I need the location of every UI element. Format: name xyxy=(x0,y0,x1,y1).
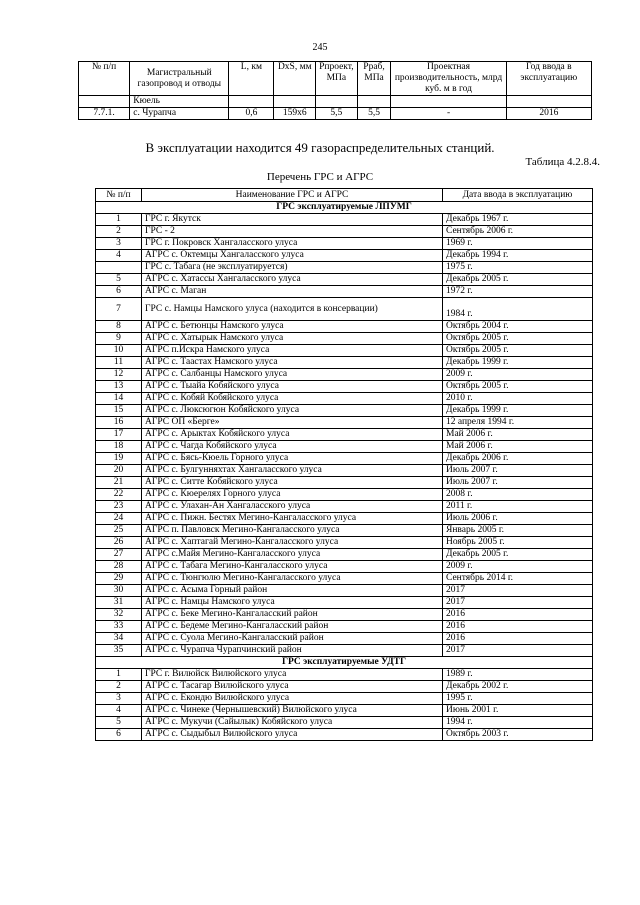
station-name: ГРС - 2 xyxy=(142,226,443,238)
station-name: АГРС с. Салбанцы Намского улуса xyxy=(142,369,443,381)
row-number: 2 xyxy=(96,681,142,693)
table-row xyxy=(96,321,593,333)
commission-date: Октябрь 2005 г. xyxy=(443,381,593,393)
commission-date: Октябрь 2005 г. xyxy=(443,333,593,345)
table-row xyxy=(96,609,593,621)
station-name: АГРС с. Сыдыбыл Вилюйского улуса xyxy=(142,729,443,741)
station-name: АГРС с. Бетюнцы Намского улуса xyxy=(142,321,443,333)
table-row xyxy=(96,226,593,238)
table-row xyxy=(96,453,593,465)
commission-date: Декабрь 2002 г. xyxy=(443,681,593,693)
cell: с. Чурапча xyxy=(130,108,229,120)
row-number: 23 xyxy=(96,501,142,513)
row-number: 4 xyxy=(96,250,142,262)
commission-date: Сентябрь 2014 г. xyxy=(443,573,593,585)
row-number: 11 xyxy=(96,357,142,369)
commission-date: Декабрь 1967 г. xyxy=(443,214,593,226)
table-row xyxy=(96,393,593,405)
cell: 7.7.1. xyxy=(79,108,130,120)
commission-date: 2017 xyxy=(443,645,593,657)
table-row xyxy=(96,525,593,537)
station-name: ГРС с. Намцы Намского улуса (находится в консервации) xyxy=(142,298,443,321)
station-name: АГРС с. Хатассы Хангаласского улуса xyxy=(142,274,443,286)
station-name: АГРС с. Люксюгюн Кобяйского улуса xyxy=(142,405,443,417)
station-name: АГРС с. Пижн. Бестях Мегино-Кангаласского улуса xyxy=(142,513,443,525)
row-number: 30 xyxy=(96,585,142,597)
table-row xyxy=(96,262,593,274)
table-row xyxy=(96,597,593,609)
station-name: АГРС с. Мукучи (Сайылык) Кобяйского улуса xyxy=(142,717,443,729)
table-row xyxy=(96,214,593,226)
station-name: АГРС с. Чагда Кобяйского улуса xyxy=(142,441,443,453)
row-number: 6 xyxy=(96,286,142,298)
row-number: 14 xyxy=(96,393,142,405)
commission-date: Декабрь 1999 г. xyxy=(443,357,593,369)
row-number: 27 xyxy=(96,549,142,561)
commission-date: Декабрь 1994 г. xyxy=(443,250,593,262)
row-number: 29 xyxy=(96,573,142,585)
station-name: АГРС с. Беке Мегино-Кангаласский район xyxy=(142,609,443,621)
commission-date: 2011 г. xyxy=(443,501,593,513)
table-row xyxy=(96,477,593,489)
station-name: АГРС с.Майя Мегино-Кангаласского улуса xyxy=(142,549,443,561)
table-row xyxy=(96,274,593,286)
row-number: 16 xyxy=(96,417,142,429)
section-title: ГРС эксплуатируемые УДТГ xyxy=(96,657,593,669)
table-row xyxy=(96,238,593,250)
commission-date: Январь 2005 г. xyxy=(443,525,593,537)
group-label: Кюель xyxy=(130,96,229,108)
row-number: 15 xyxy=(96,405,142,417)
commission-date: Май 2006 г. xyxy=(443,429,593,441)
page-number: 245 xyxy=(312,42,328,53)
row-number: 5 xyxy=(96,717,142,729)
section-row xyxy=(96,202,593,214)
commission-date: Декабрь 2006 г. xyxy=(443,453,593,465)
station-name: АГРС с. Табага Мегино-Кангаласского улуса xyxy=(142,561,443,573)
commission-date: 1994 г. xyxy=(443,717,593,729)
table-row xyxy=(79,96,592,108)
row-number: 3 xyxy=(96,693,142,705)
commission-date: Октябрь 2004 г. xyxy=(443,321,593,333)
table-row xyxy=(96,250,593,262)
table-number: Таблица 4.2.8.4. xyxy=(525,156,600,168)
commission-date: 2009 г. xyxy=(443,561,593,573)
row-number: 2 xyxy=(96,226,142,238)
commission-date: Октябрь 2005 г. xyxy=(443,345,593,357)
table-row xyxy=(96,429,593,441)
section-title: ГРС эксплуатируемые ЛПУМГ xyxy=(96,202,593,214)
commission-date: 1989 г. xyxy=(443,669,593,681)
commission-date: 1972 г. xyxy=(443,286,593,298)
table-row xyxy=(96,501,593,513)
row-number: 21 xyxy=(96,477,142,489)
table-row xyxy=(96,549,593,561)
grs-table-header xyxy=(96,189,593,202)
row-number: 5 xyxy=(96,274,142,286)
station-name: АГРС с. Асыма Горный район xyxy=(142,585,443,597)
row-number: 20 xyxy=(96,465,142,477)
station-name: АГРС с. Маган xyxy=(142,286,443,298)
table-caption: Перечень ГРС и АГРС xyxy=(266,171,374,183)
table-row xyxy=(96,345,593,357)
commission-date: Июль 2007 г. xyxy=(443,465,593,477)
table-row xyxy=(96,465,593,477)
table-row xyxy=(96,633,593,645)
row-number: 9 xyxy=(96,333,142,345)
cell: 5,5 xyxy=(357,108,391,120)
table-row xyxy=(96,645,593,657)
station-name: ГРС г. Якутск xyxy=(142,214,443,226)
commission-date: 2017 xyxy=(443,585,593,597)
station-name: АГРС с. Кюерелях Горного улуса xyxy=(142,489,443,501)
table-row xyxy=(96,357,593,369)
commission-date: 2016 xyxy=(443,609,593,621)
row-number: 8 xyxy=(96,321,142,333)
station-name: АГРС с. Чурапча Чурапчинский район xyxy=(142,645,443,657)
commission-date: Декабрь 2005 г. xyxy=(443,274,593,286)
header-pipeline: Магистральный газопровод и отводы xyxy=(130,62,229,96)
station-name: АГРС с. Арыктах Кобяйского улуса xyxy=(142,429,443,441)
table-row xyxy=(96,573,593,585)
table-row xyxy=(96,441,593,453)
row-number: 32 xyxy=(96,609,142,621)
row-number: 1 xyxy=(96,214,142,226)
row-number: 1 xyxy=(96,669,142,681)
row-number xyxy=(96,262,142,274)
table-row xyxy=(96,286,593,298)
commission-date: Ноябрь 2005 г. xyxy=(443,537,593,549)
table-row xyxy=(96,561,593,573)
header-num: № п/п xyxy=(79,62,130,96)
row-number: 7 xyxy=(96,298,142,321)
row-number: 26 xyxy=(96,537,142,549)
table-row xyxy=(96,693,593,705)
row-number: 13 xyxy=(96,381,142,393)
commission-date: Июль 2007 г. xyxy=(443,477,593,489)
row-number: 4 xyxy=(96,705,142,717)
commission-date: 1969 г. xyxy=(443,238,593,250)
station-name: АГРС с. Намцы Намского улуса xyxy=(142,597,443,609)
table-row xyxy=(96,681,593,693)
table-row xyxy=(96,381,593,393)
row-number: 31 xyxy=(96,597,142,609)
commission-date: 2016 xyxy=(443,633,593,645)
station-name: АГРС с. Кобяй Кобяйского улуса xyxy=(142,393,443,405)
row-number: 3 xyxy=(96,238,142,250)
station-name: АГРС с. Суола Мегино-Кангаласский район xyxy=(142,633,443,645)
header-p-design: Pпроект, МПа xyxy=(316,62,358,96)
commission-date: 2016 xyxy=(443,621,593,633)
station-name: АГРС с. Булгунняхтах Хангаласского улуса xyxy=(142,465,443,477)
commission-date: 2017 xyxy=(443,597,593,609)
station-name: АГРС с. Тасагар Вилюйского улуса xyxy=(142,681,443,693)
station-name: АГРС с. Хатырык Намского улуса xyxy=(142,333,443,345)
cell: 2016 xyxy=(506,108,591,120)
section-row xyxy=(96,657,593,669)
table-row xyxy=(96,513,593,525)
table-row xyxy=(79,108,592,120)
row-number: 12 xyxy=(96,369,142,381)
table-row xyxy=(96,705,593,717)
cell: 0,6 xyxy=(229,108,274,120)
commission-date: 12 апреля 1994 г. xyxy=(443,417,593,429)
row-number: 22 xyxy=(96,489,142,501)
commission-date: 1984 г. xyxy=(443,298,593,321)
header-date: Дата ввода в эксплуатацию xyxy=(443,189,593,202)
station-name: АГРС с. Екондю Вилюйского улуса xyxy=(142,693,443,705)
table-row xyxy=(96,717,593,729)
grs-table-body xyxy=(96,202,593,741)
table-row xyxy=(96,298,593,321)
row-number: 25 xyxy=(96,525,142,537)
row-number: 10 xyxy=(96,345,142,357)
commission-date: Декабрь 2005 г. xyxy=(443,549,593,561)
station-name: ГРС г. Вилюйск Вилюйского улуса xyxy=(142,669,443,681)
header-length: L, км xyxy=(229,62,274,96)
station-name: АГРС с. Ситте Кобяйского улуса xyxy=(142,477,443,489)
cell: - xyxy=(391,108,506,120)
commission-date: 2008 г. xyxy=(443,489,593,501)
row-number: 35 xyxy=(96,645,142,657)
commission-date: 2010 г. xyxy=(443,393,593,405)
station-name: ГРС г. Покровск Хангаласского улуса xyxy=(142,238,443,250)
station-name: АГРС с. Октемцы Хангаласского улуса xyxy=(142,250,443,262)
station-name: АГРС с. Бедеме Мегино-Кангаласский район xyxy=(142,621,443,633)
cell: 159х6 xyxy=(274,108,316,120)
row-number: 18 xyxy=(96,441,142,453)
table-row xyxy=(96,585,593,597)
commission-date: Декабрь 1999 г. xyxy=(443,405,593,417)
table-row xyxy=(96,537,593,549)
station-name: АГРС с. Тюнгюлю Мегино-Кангаласского улуса xyxy=(142,573,443,585)
table-row xyxy=(96,729,593,741)
pipeline-table-header xyxy=(79,62,592,96)
station-name: АГРС п.Искра Намского улуса xyxy=(142,345,443,357)
table-row xyxy=(96,405,593,417)
header-name: Наименование ГРС и АГРС xyxy=(142,189,443,202)
grs-table xyxy=(95,188,593,741)
table-row xyxy=(96,489,593,501)
header-diameter: DxS, мм xyxy=(274,62,316,96)
station-name: АГРС с. Чинеке (Чернышевский) Вилюйского улуса xyxy=(142,705,443,717)
commission-date: Июнь 2001 г. xyxy=(443,705,593,717)
row-number: 28 xyxy=(96,561,142,573)
station-name: АГРС с. Таастах Намского улуса xyxy=(142,357,443,369)
table-row xyxy=(96,621,593,633)
commission-date: Июль 2006 г. xyxy=(443,513,593,525)
row-number: 6 xyxy=(96,729,142,741)
header-p-work: Pраб, МПа xyxy=(357,62,391,96)
pipeline-table xyxy=(78,61,592,120)
header-capacity: Проектная производительность, млрд куб. м в год xyxy=(391,62,506,96)
header-year: Год ввода в эксплуатацию xyxy=(506,62,591,96)
table-row xyxy=(96,333,593,345)
row-number: 33 xyxy=(96,621,142,633)
commission-date: Октябрь 2003 г. xyxy=(443,729,593,741)
commission-date: 1995 г. xyxy=(443,693,593,705)
station-name: АГРС ОП «Берге» xyxy=(142,417,443,429)
commission-date: Сентябрь 2006 г. xyxy=(443,226,593,238)
table-row xyxy=(96,417,593,429)
station-name: АГРС с. Улахан-Ан Хангаласского улуса xyxy=(142,501,443,513)
station-name: АГРС с. Хаптагай Мегино-Кангаласского улуса xyxy=(142,537,443,549)
station-name: АГРС п. Павловск Мегино-Кангаласского улуса xyxy=(142,525,443,537)
table-row xyxy=(96,669,593,681)
intro-text: В эксплуатации находится 49 газораспределительных станций. xyxy=(145,140,495,155)
station-name: ГРС с. Табага (не эксплуатируется) xyxy=(142,262,443,274)
cell: 5,5 xyxy=(316,108,358,120)
table-row xyxy=(96,369,593,381)
station-name: АГРС с. Бясь-Кюель Горного улуса xyxy=(142,453,443,465)
row-number: 24 xyxy=(96,513,142,525)
station-name: АГРС с. Тыайа Кобяйского улуса xyxy=(142,381,443,393)
row-number: 19 xyxy=(96,453,142,465)
commission-date: 2009 г. xyxy=(443,369,593,381)
commission-date: 1975 г. xyxy=(443,262,593,274)
row-number: 17 xyxy=(96,429,142,441)
header-num: № п/п xyxy=(96,189,142,202)
commission-date: Май 2006 г. xyxy=(443,441,593,453)
row-number: 34 xyxy=(96,633,142,645)
